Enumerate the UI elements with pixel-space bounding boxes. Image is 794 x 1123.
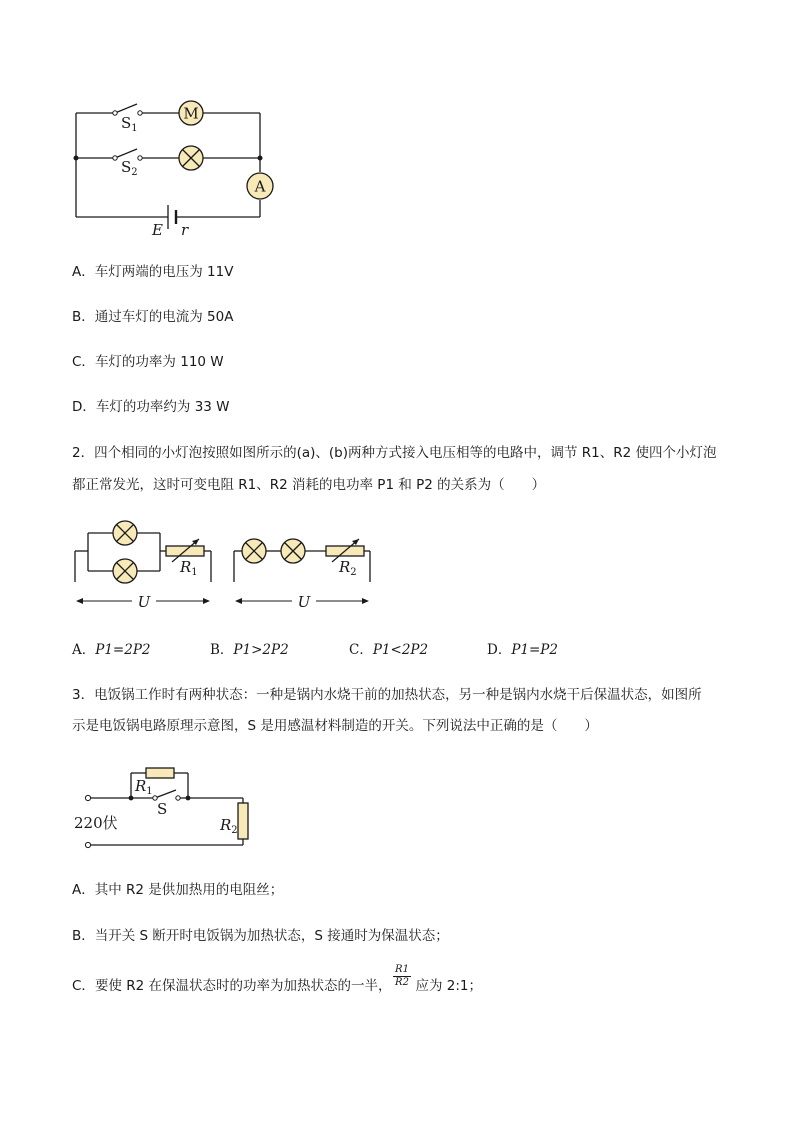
svg-text:R2: $R_2$ — [339, 558, 357, 578]
svg-text:r: r — [181, 221, 189, 239]
q2-option-b: B．P1>2P2 — [210, 642, 289, 658]
q2-option-d: D．P1=P2 — [487, 642, 558, 658]
question-2-line-2: 都正常发光，这时可变电阻 R1、R2 消耗的电功率 P1 和 P2 的关系为（ ） — [72, 477, 546, 493]
q3-option-b: B．当开关 S 断开时电饭锅为加热状态，S 接通时为保温状态； — [72, 928, 449, 944]
svg-text:220伏: 220伏 — [74, 814, 118, 832]
option-d: D．车灯的功率约为 33 W — [72, 399, 230, 415]
resistor-r2 — [238, 803, 248, 839]
svg-text:U: U — [137, 593, 151, 611]
svg-text:R1: $R_1$ — [180, 558, 198, 578]
q2-option-c: C．P1<2P2 — [349, 642, 429, 658]
question-3-line-2: 示是电饭锅电路原理示意图，S 是用感温材料制造的开关。下列说法中正确的是（ ） — [72, 718, 598, 734]
question-3-line-1: 3．电饭锅工作时有两种状态：一种是锅内水烧干前的加热状态，另一种是锅内水烧干后保温状态，如图所 — [72, 687, 702, 703]
q3-option-c: C．要使 R2 在保温状态时的功率为加热状态的一半， 应为 2:1； — [72, 978, 483, 994]
option-c: C．车灯的功率为 110 W — [72, 354, 224, 370]
svg-text:M: M — [183, 104, 199, 123]
resistor-r1 — [146, 768, 174, 778]
option-a: A．车灯两端的电压为 11V — [72, 264, 234, 280]
svg-text:R2: $R_2$ — [220, 816, 238, 836]
svg-text:A: A — [254, 177, 266, 196]
svg-text:U: U — [297, 593, 311, 611]
question-2-line-1: 2．四个相同的小灯泡按照如图所示的(a)、(b)两种方式接入电压相等的电路中，调节 R1、R2 使四个小灯泡 — [72, 445, 717, 461]
svg-text:S2: $S_2$ — [121, 158, 138, 178]
fraction-r1-over-r2: $\frac{R1}{R2}$ — [393, 964, 411, 989]
svg-text:E: E — [152, 221, 163, 239]
option-b: B．通过车灯的电流为 50A — [72, 309, 234, 325]
svg-text:S: S — [157, 800, 168, 818]
q2-option-a: A．P1=2P2 — [72, 642, 151, 658]
q3-option-a: A．其中 R2 是供加热用的电阻丝； — [72, 882, 284, 898]
svg-text:S1: $S_1$ — [121, 114, 138, 134]
svg-text:R1: $R_1$ — [135, 777, 153, 797]
